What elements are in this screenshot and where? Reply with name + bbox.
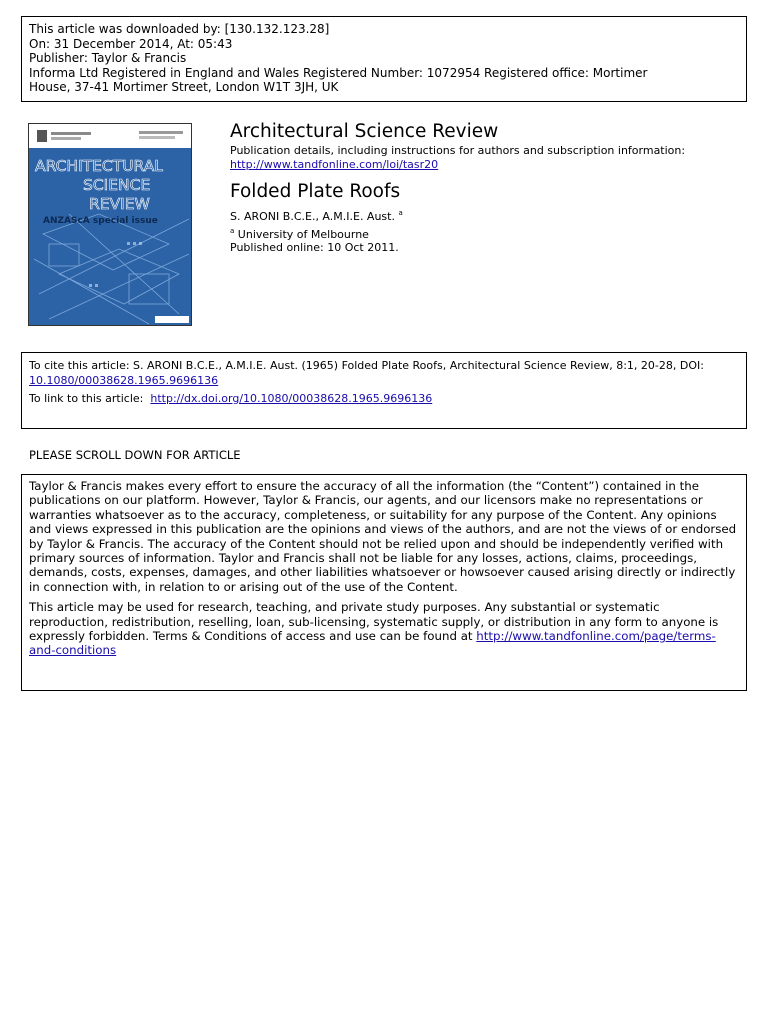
link-label: To link to this article: [29,392,144,405]
terms-text: This article may be used for research, teaching, and private study purposes. Any substantial or systematic reproduction, redistribution, reselling, loan, sub-licensing, systematic supply, or distribution in any form to anyone is expressly forbidden. Terms & Conditions of access and use can be found at [29,600,719,644]
cover-title-line: SCIENCE [83,176,151,194]
download-info-line: On: 31 December 2014, At: 05:43 [29,36,233,51]
journal-url-link[interactable]: http://www.tandfonline.com/loi/tasr20 [230,157,439,171]
disclaimer-box [21,474,747,691]
cover-subtitle: ANZAScA special issue [43,216,158,226]
terms-paragraph [29,600,739,658]
affiliation: University of Melbourne [237,227,369,241]
author-superscript: a [398,209,403,217]
link-paragraph [29,392,739,407]
article-doi-url-link[interactable]: http://dx.doi.org/10.1080/00038628.1965.9696136 [150,392,433,405]
affiliation-line [230,225,740,242]
doi-link[interactable]: 10.1080/00038628.1965.9696136 [29,373,219,387]
terms-conditions-link[interactable]: http://www.tandfonline.com/page/terms-and-conditions [29,629,716,658]
journal-cover-image [28,123,192,326]
download-info-line: This article was downloaded by: [130.132.123.28] [29,22,330,36]
download-info-box [21,16,747,102]
author-line [230,207,740,224]
cover-title-line: REVIEW [89,195,150,213]
disclaimer-paragraph: Taylor & Francis makes every effort to ensure the accuracy of all the information (the “Content”) contained in the publications on our platform. However, Taylor & Francis, our agents, and our licensors make no representations or warranties whatsoever as to the accuracy, completeness, or suitability for any purpose of the Content. Any opinions and views expressed in this publication are the opinions and views of the authors, and are not the views of or endorsed by Taylor & Francis. The accuracy of the Content should not be relied upon and should be independently verified with primary sources of information. Taylor and Francis shall not be liable for any losses, actions, claims, proceedings, demands, costs, expenses, damages, and other liabilities whatsoever or howsoever caused arising directly or indirectly in connection with, in relation to or arising out of the use of the Content. [29,479,737,594]
affiliation-superscript: a [230,226,235,235]
article-metadata [230,120,740,255]
citation-box [21,352,747,429]
journal-title: Architectural Science Review [230,121,499,142]
cite-paragraph [29,359,739,388]
download-info-line: Publisher: Taylor & Francis [29,51,187,66]
publication-details: Publication details, including instructions for authors and subscription information: [230,144,686,157]
article-title: Folded Plate Roofs [230,181,401,202]
authors: S. ARONI B.C.E., A.M.I.E. Aust. [230,210,395,223]
download-info-line: House, 37-41 Mortimer Street, London W1T 3JH, UK [29,80,339,95]
cover-title-line: ARCHITECTURAL [35,157,163,175]
cover-artwork [29,124,192,326]
scroll-down-notice: PLEASE SCROLL DOWN FOR ARTICLE [29,448,241,462]
cite-text: To cite this article: S. ARONI B.C.E., A.M.I.E. Aust. (1965) Folded Plate Roofs, Architectural Science Review, 8:1, 20-28, DOI: [29,359,704,372]
download-info-line: Informa Ltd Registered in England and Wales Registered Number: 1072954 Registered office: Mortimer [29,65,648,80]
published-date: Published online: 10 Oct 2011. [230,241,399,254]
